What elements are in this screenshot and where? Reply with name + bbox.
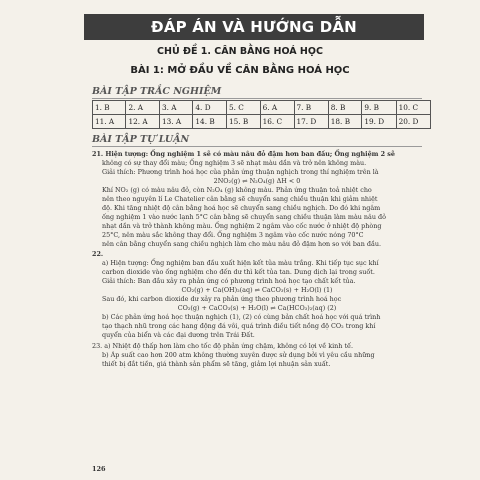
answer-row: [93, 115, 431, 129]
body-line: b) Áp suất cao hơn 200 atm không thường xuyên được sử dụng bởi vì yêu cầu những: [102, 350, 375, 359]
body-line: nhạt dần và trở thành không màu. Ống nghiệm 2 ngâm vào cốc nước ở nhiệt độ phòng: [102, 221, 382, 230]
lesson-title: BÀI 1: MỞ ĐẦU VỀ CÂN BẰNG HOÁ HỌC: [130, 65, 350, 76]
answer-banner: ĐÁP ÁN VÀ HƯỚNG DẪN: [84, 14, 424, 40]
answer-cell: 8. B: [328, 101, 362, 115]
body-line: thiết bị đắt tiền, giá thành sản phẩm sẽ tăng, giảm lợi nhuận sản xuất.: [102, 359, 331, 368]
answer-cell: 15. B: [227, 115, 261, 129]
body-line: 25°C, nên màu sắc không thay đổi. Ống nghiệm 3 ngâm vào cốc nước nóng 70°C: [102, 230, 364, 239]
body-line: tạo thạch nhũ trong các hang động đá vôi, quá trình điều tiết nồng độ CO₂ trong khí: [102, 322, 376, 331]
answer-row: [93, 101, 431, 115]
answer-cell: 14. B: [193, 115, 227, 129]
multiple-choice-heading: BÀI TẬP TRẮC NGHIỆM: [92, 86, 422, 99]
answer-cell: 6. A: [260, 101, 294, 115]
answer-body: [92, 150, 422, 369]
chapter-title: CHỦ ĐỀ 1. CÂN BẰNG HOÁ HỌC: [157, 46, 323, 57]
answer-cell: 4. D: [193, 101, 227, 115]
answer-cell: 16. C: [260, 115, 294, 129]
answer-cell: 19. D: [362, 115, 396, 129]
question-number: 22.: [92, 250, 104, 259]
answer-cell: 7. B: [294, 101, 328, 115]
body-line: b) Các phản ứng hoá học thuận nghịch (1), (2) có cùng bản chất hoá học với quá trình: [102, 313, 381, 322]
body-line: Sau đó, khi carbon dioxide dư xảy ra phản ứng theo phương trình hoá học: [102, 295, 342, 304]
answer-cell: 1. B: [93, 101, 126, 115]
body-line: quyển của biển và các đại dương trên Trái Đất.: [102, 331, 255, 340]
answer-cell: 17. D: [294, 115, 328, 129]
body-line: không có sự thay đổi màu; Ống nghiệm 3 sẽ nhạt màu dần và trở nên không màu.: [102, 158, 367, 167]
body-line: Giải thích: Phương trình hoá học của phản ứng thuận nghịch trong thí nghiệm trên là: [102, 167, 379, 176]
page-number: 126: [92, 465, 106, 473]
body-line: ống nghiệm 1 vào nước lạnh 5°C cân bằng sẽ chuyển sang chiều thuận làm màu nâu đỏ: [102, 212, 386, 221]
answer-cell: 18. B: [328, 115, 362, 129]
equation: 2NO₂(g) ⇌ N₂O₄(g) ΔH < 0: [213, 176, 301, 185]
body-line: Khí NO₂ (g) có màu nâu đỏ, còn N₂O₄ (g) không màu. Phản ứng thuận toả nhiệt cho: [102, 185, 372, 194]
body-line: carbon dioxide vào ống nghiệm cho đến dư thì kết tủa tan. Dung dịch lại trong suốt.: [102, 268, 375, 277]
answer-cell: 2. A: [126, 101, 159, 115]
body-line: 21. Hiện tượng: Ống nghiệm 1 sẽ có màu nâu đỏ đậm hơn ban đầu; Ống nghiệm 2 sẽ: [92, 150, 395, 158]
answer-cell: 11. A: [93, 115, 126, 129]
body-line: Giải thích: Ban đầu xảy ra phản ứng có phương trình hoá học tạo chất kết tủa.: [102, 277, 356, 286]
answer-cell: 9. B: [362, 101, 396, 115]
body-line: a) Hiện tượng: Ống nghiệm ban đầu xuất hiện kết tủa màu trắng. Khi tiếp tục sục khí: [102, 259, 379, 268]
answer-cell: 5. C: [227, 101, 261, 115]
answer-cell: 3. A: [159, 101, 192, 115]
answer-cell: 20. D: [396, 115, 430, 129]
body-line: nên theo nguyên lí Le Chatelier cân bằng sẽ chuyển sang chiều thuận khi giảm nhiệt: [102, 194, 378, 203]
equation: CO₂(g) + CaCO₃(s) + H₂O(l) ⇌ Ca(HCO₃)₂(aq) (2): [177, 304, 337, 313]
essay-heading: BÀI TẬP TỰ LUẬN: [92, 134, 422, 147]
equation: CO₂(g) + Ca(OH)₂(aq) ⇌ CaCO₃(s) + H₂O(l) (1): [181, 286, 333, 295]
body-line: nên cân bằng chuyển sang chiều nghịch làm cho màu nâu đỏ đậm hơn so với ban đầu.: [102, 239, 382, 248]
answer-cell: 13. A: [159, 115, 192, 129]
answer-table: [92, 100, 431, 129]
body-line: 23. a) Nhiệt độ thấp hơn làm cho tốc độ phản ứng chậm, không có lợi về kinh tế.: [92, 342, 353, 351]
answer-cell: 12. A: [126, 115, 159, 129]
body-line: độ. Khi tăng nhiệt độ cân bằng hoá học sẽ chuyển sang chiều nghịch. Do đó khi ngâm: [102, 203, 381, 212]
answer-cell: 10. C: [396, 101, 430, 115]
